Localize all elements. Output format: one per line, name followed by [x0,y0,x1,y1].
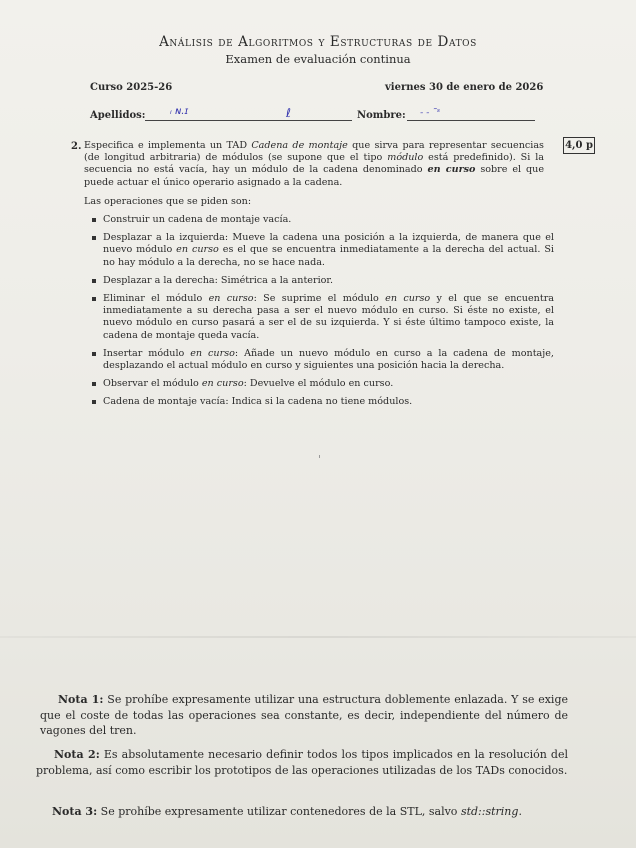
bullet-icon [92,279,96,283]
surname-line[interactable] [145,120,352,121]
operations-intro: Las operaciones que se piden son: [84,196,252,207]
note-1: Nota 1: Se prohíbe expresamente utilizar una estructura doblemente enlazada. Y se exige que el coste de todas las operaciones sea constante, es decir, independiente del número de vagones del tren. [40,693,568,737]
list-item: Observar el módulo en curso: Devuelve el módulo en curso. [84,378,554,390]
list-item: Eliminar el módulo en curso: Se suprime el módulo en curso y el que se encuentra inmediatamente a su derecha pasa a ser el nuevo módulo en curso. Si éste no existe, el nuevo módulo en curso pasará a ser el de su izquierda. Y si éste último tampoco existe, la cadena de montaje queda vacía. [84,293,554,342]
note-2: Nota 2: Es absolutamente necesario definir todos los tipos implicados en la resolución del problema, así como escribir los prototipos de las operaciones utilizadas de los TADs conocidos. [36,748,568,777]
name-label: Nombre: [357,110,406,121]
exam-date: viernes 30 de enero de 2026 [385,82,544,93]
bullet-icon [92,382,96,386]
paper-fold [0,636,636,638]
handwritten-name-mark: - - ˜ˢ [420,108,441,118]
question-statement: Especifica e implementa un TAD Cadena de montaje que sirva para representar secuencias (de longitud arbitraria) de módulos (se supone que el tipo módulo está predefinido). Si la secuencia no está vacía, hay un módulo de la cadena denominado en curso sobre el que puede actuar el único operario asignado a la cadena. [84,140,544,188]
list-item: Cadena de montaje vacía: Indica si la cadena no tiene módulos. [84,396,554,408]
handwritten-surname-mark-2: ℓ [286,106,291,120]
question-number: 2. [71,141,82,152]
bullet-icon [92,400,96,404]
handwritten-surname-mark: ᵢ ɴ.ɪ [170,106,189,117]
operations-list [84,214,554,415]
list-item: Desplazar a la izquierda: Mueve la cadena una posición a la izquierda, de manera que el nuevo módulo en curso es el que se encuentra inmediatamente a la derecha del actual. Si no hay módulo a la derecha, no se hace nada. [84,232,554,269]
list-item: Insertar módulo en curso: Añade un nuevo módulo en curso a la cadena de montaje, desplazando el actual módulo en curso y siguientes una posición hacia la derecha. [84,348,554,372]
bullet-icon [92,218,96,222]
exam-title: Análisis de Algoritmos y Estructuras de Datos [159,34,477,50]
list-item: Desplazar a la derecha: Simétrica a la anterior. [84,275,554,287]
bullet-icon [92,297,96,301]
question-points-box: 4,0 p [563,137,595,154]
note-3: Nota 3: Se prohíbe expresamente utilizar contenedores de la STL, salvo std::string. [52,805,522,818]
course-year: Curso 2025-26 [90,82,173,93]
name-line[interactable] [407,120,535,121]
surname-label: Apellidos: [90,110,146,121]
exam-subtitle: Examen de evaluación continua [225,52,411,66]
list-item: Construir un cadena de montaje vacía. [84,214,554,226]
page-speck [319,455,320,458]
bullet-icon [92,352,96,356]
bullet-icon [92,236,96,240]
